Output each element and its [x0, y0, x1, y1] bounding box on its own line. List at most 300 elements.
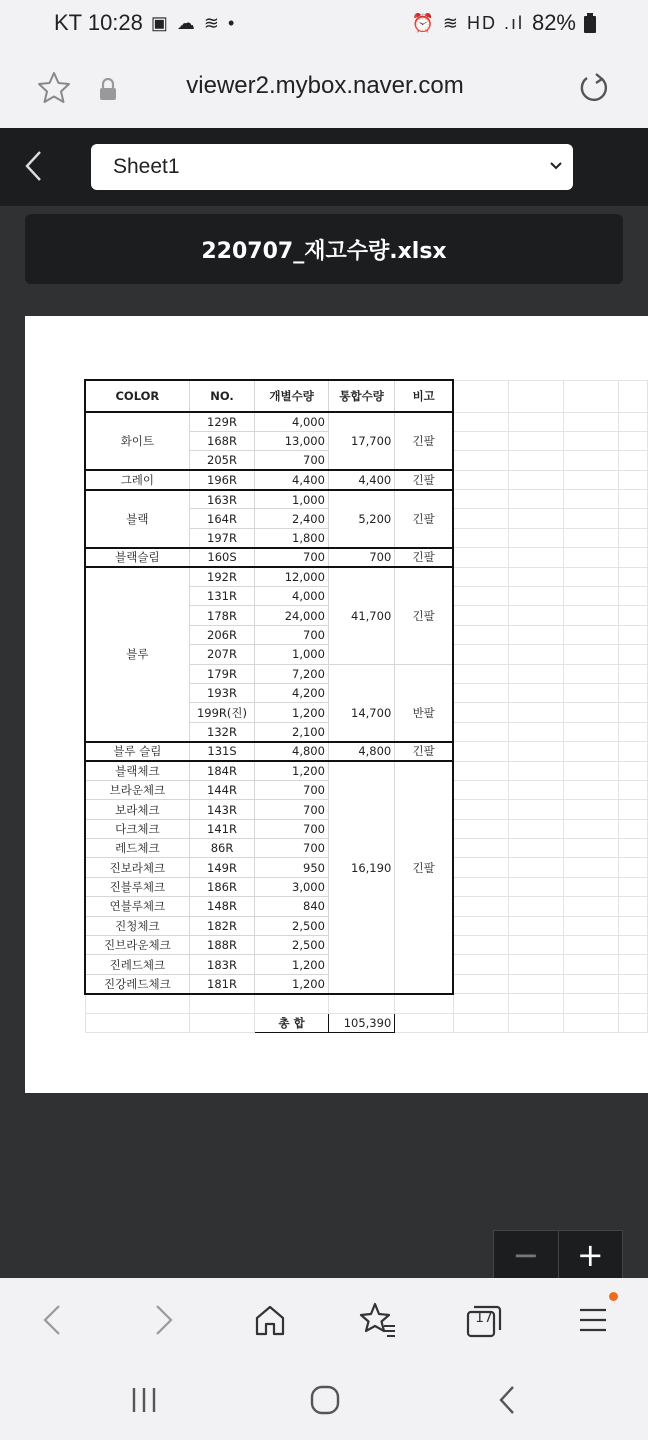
empty-cell[interactable]	[453, 819, 508, 838]
empty-cell[interactable]	[453, 897, 508, 916]
empty-cell[interactable]	[619, 412, 648, 431]
empty-cell[interactable]	[564, 800, 619, 819]
empty-cell[interactable]	[619, 431, 648, 450]
cell-no[interactable]: 163R	[189, 490, 255, 509]
cell-qty[interactable]: 24,000	[255, 606, 329, 625]
cell-note[interactable]	[395, 412, 453, 431]
cell-total[interactable]: 700	[328, 548, 394, 567]
cell-qty[interactable]: 1,200	[255, 955, 329, 974]
empty-cell[interactable]	[453, 431, 508, 450]
empty-cell[interactable]	[619, 451, 648, 470]
empty-cell[interactable]	[508, 800, 563, 819]
cell-note[interactable]	[395, 916, 453, 935]
empty-cell[interactable]	[619, 490, 648, 509]
cell-no[interactable]: 149R	[189, 858, 255, 877]
empty-cell[interactable]	[564, 431, 619, 450]
empty-cell[interactable]	[619, 703, 648, 722]
sum-value[interactable]: 105,390	[328, 1013, 394, 1032]
cell-no[interactable]: 206R	[189, 625, 255, 644]
cell-note[interactable]: 긴팔	[395, 509, 453, 528]
back-icon[interactable]	[33, 1300, 73, 1340]
empty-cell[interactable]	[508, 936, 563, 955]
cell-no[interactable]: 188R	[189, 936, 255, 955]
cell-qty[interactable]: 700	[255, 839, 329, 858]
cell-no[interactable]: 131R	[189, 587, 255, 606]
cell-color[interactable]	[85, 703, 189, 722]
empty-cell[interactable]	[508, 994, 563, 1013]
cell-color[interactable]: 블루 슬림	[85, 742, 189, 761]
empty-cell[interactable]	[619, 625, 648, 644]
empty-cell[interactable]	[508, 722, 563, 741]
empty-cell[interactable]	[564, 994, 619, 1013]
empty-cell[interactable]	[619, 761, 648, 780]
empty-cell[interactable]	[189, 1013, 255, 1032]
empty-cell[interactable]	[619, 742, 648, 761]
cell-total[interactable]	[328, 683, 394, 702]
cell-total[interactable]	[328, 451, 394, 470]
empty-cell[interactable]	[508, 625, 563, 644]
empty-cell[interactable]	[508, 877, 563, 896]
cell-qty[interactable]: 2,500	[255, 936, 329, 955]
empty-cell[interactable]	[508, 761, 563, 780]
empty-cell[interactable]	[619, 606, 648, 625]
empty-cell[interactable]	[453, 509, 508, 528]
cell-color[interactable]: 진보라체크	[85, 858, 189, 877]
empty-cell[interactable]	[564, 548, 619, 567]
cell-note[interactable]	[395, 897, 453, 916]
url-text[interactable]: viewer2.mybox.naver.com	[186, 72, 464, 99]
empty-cell[interactable]	[619, 470, 648, 489]
empty-cell[interactable]	[619, 916, 648, 935]
empty-cell[interactable]	[508, 780, 563, 799]
empty-cell[interactable]	[508, 645, 563, 664]
cell-total[interactable]	[328, 412, 394, 431]
empty-cell[interactable]	[564, 742, 619, 761]
cell-no[interactable]: 143R	[189, 800, 255, 819]
cell-note[interactable]: 긴팔	[395, 470, 453, 489]
cell-no[interactable]: 197R	[189, 528, 255, 547]
cell-color[interactable]: 블루	[85, 645, 189, 664]
recent-apps-icon[interactable]	[130, 1386, 160, 1414]
cell-color[interactable]: 진청체크	[85, 916, 189, 935]
cell-note[interactable]	[395, 839, 453, 858]
empty-cell[interactable]	[564, 897, 619, 916]
cell-note[interactable]	[395, 625, 453, 644]
empty-cell[interactable]	[85, 1013, 189, 1032]
cell-color[interactable]	[85, 683, 189, 702]
cell-qty[interactable]: 700	[255, 548, 329, 567]
empty-cell[interactable]	[453, 800, 508, 819]
empty-cell[interactable]	[453, 548, 508, 567]
bookmark-star-icon[interactable]	[36, 70, 72, 106]
cell-total[interactable]: 41,700	[328, 606, 394, 625]
empty-cell[interactable]	[508, 819, 563, 838]
empty-cell[interactable]	[508, 858, 563, 877]
cell-qty[interactable]: 12,000	[255, 567, 329, 586]
empty-cell[interactable]	[619, 380, 648, 412]
cell-no[interactable]: 168R	[189, 431, 255, 450]
cell-color[interactable]	[85, 722, 189, 741]
cell-no[interactable]: 207R	[189, 645, 255, 664]
cell-color[interactable]	[85, 587, 189, 606]
empty-cell[interactable]	[619, 858, 648, 877]
empty-cell[interactable]	[508, 567, 563, 586]
cell-note[interactable]	[395, 528, 453, 547]
cell-total[interactable]: 16,190	[328, 858, 394, 877]
empty-cell[interactable]	[564, 380, 619, 412]
cell-total[interactable]	[328, 936, 394, 955]
empty-cell[interactable]	[619, 839, 648, 858]
cell-note[interactable]	[395, 567, 453, 586]
cell-total[interactable]	[328, 625, 394, 644]
system-back-icon[interactable]	[496, 1384, 518, 1416]
cell-total[interactable]	[328, 974, 394, 993]
empty-cell[interactable]	[564, 587, 619, 606]
cell-color[interactable]	[85, 664, 189, 683]
empty-cell[interactable]	[453, 703, 508, 722]
cell-qty[interactable]: 700	[255, 625, 329, 644]
empty-cell[interactable]	[619, 528, 648, 547]
cell-total[interactable]: 5,200	[328, 509, 394, 528]
empty-cell[interactable]	[564, 451, 619, 470]
cell-qty[interactable]: 4,000	[255, 587, 329, 606]
cell-total[interactable]	[328, 490, 394, 509]
cell-color[interactable]: 화이트	[85, 431, 189, 450]
empty-cell[interactable]	[619, 587, 648, 606]
empty-cell[interactable]	[453, 858, 508, 877]
cell-note[interactable]	[395, 877, 453, 896]
cell-qty[interactable]: 3,000	[255, 877, 329, 896]
empty-cell[interactable]	[508, 606, 563, 625]
cell-qty[interactable]: 840	[255, 897, 329, 916]
cell-qty[interactable]: 2,500	[255, 916, 329, 935]
cell-total[interactable]	[328, 839, 394, 858]
cell-total[interactable]: 4,400	[328, 470, 394, 489]
empty-cell[interactable]	[619, 664, 648, 683]
empty-cell[interactable]	[508, 664, 563, 683]
empty-cell[interactable]	[453, 451, 508, 470]
empty-cell[interactable]	[508, 839, 563, 858]
cell-no[interactable]: 160S	[189, 548, 255, 567]
cell-color[interactable]: 진레드체크	[85, 955, 189, 974]
empty-cell[interactable]	[564, 839, 619, 858]
empty-cell[interactable]	[564, 858, 619, 877]
cell-no[interactable]: 178R	[189, 606, 255, 625]
cell-color[interactable]: 브라운체크	[85, 780, 189, 799]
empty-cell[interactable]	[453, 877, 508, 896]
empty-cell[interactable]	[619, 722, 648, 741]
cell-color[interactable]	[85, 567, 189, 586]
cell-total[interactable]	[328, 897, 394, 916]
empty-cell[interactable]	[508, 703, 563, 722]
sum-label[interactable]: 총 합	[255, 1013, 329, 1032]
cell-total[interactable]	[328, 664, 394, 683]
empty-cell[interactable]	[564, 974, 619, 993]
cell-note[interactable]: 긴팔	[395, 606, 453, 625]
empty-cell[interactable]	[619, 819, 648, 838]
empty-cell[interactable]	[453, 761, 508, 780]
empty-cell[interactable]	[564, 703, 619, 722]
cell-color[interactable]: 블랙	[85, 509, 189, 528]
cell-note[interactable]	[395, 974, 453, 993]
empty-cell[interactable]	[453, 528, 508, 547]
cell-color[interactable]	[85, 606, 189, 625]
home-button-icon[interactable]	[310, 1385, 340, 1415]
cell-color[interactable]: 진강레드체크	[85, 974, 189, 993]
empty-cell[interactable]	[564, 567, 619, 586]
cell-total[interactable]	[328, 528, 394, 547]
empty-cell[interactable]	[564, 645, 619, 664]
cell-note[interactable]: 긴팔	[395, 858, 453, 877]
empty-cell[interactable]	[453, 936, 508, 955]
cell-qty[interactable]: 1,000	[255, 490, 329, 509]
cell-qty[interactable]: 4,400	[255, 470, 329, 489]
cell-color[interactable]: 레드체크	[85, 839, 189, 858]
empty-cell[interactable]	[619, 974, 648, 993]
cell-qty[interactable]: 4,000	[255, 412, 329, 431]
zoom-in-button[interactable]: +	[576, 1236, 604, 1274]
cell-no[interactable]: 205R	[189, 451, 255, 470]
cell-no[interactable]: 86R	[189, 839, 255, 858]
cell-total[interactable]: 4,800	[328, 742, 394, 761]
cell-note[interactable]	[395, 722, 453, 741]
empty-cell[interactable]	[453, 916, 508, 935]
empty-cell[interactable]	[453, 567, 508, 586]
menu-icon[interactable]	[574, 1300, 614, 1340]
cell-note[interactable]	[395, 587, 453, 606]
empty-cell[interactable]	[564, 528, 619, 547]
empty-cell[interactable]	[453, 839, 508, 858]
empty-cell[interactable]	[619, 955, 648, 974]
empty-cell[interactable]	[508, 451, 563, 470]
cell-color[interactable]: 진블루체크	[85, 877, 189, 896]
empty-cell[interactable]	[564, 916, 619, 935]
cell-note[interactable]: 긴팔	[395, 742, 453, 761]
empty-cell[interactable]	[619, 1013, 648, 1032]
empty-cell[interactable]	[564, 877, 619, 896]
empty-cell[interactable]	[564, 412, 619, 431]
cell-no[interactable]: 164R	[189, 509, 255, 528]
cell-color[interactable]: 진브라운체크	[85, 936, 189, 955]
cell-total[interactable]: 14,700	[328, 703, 394, 722]
empty-cell[interactable]	[508, 683, 563, 702]
empty-cell[interactable]	[619, 994, 648, 1013]
empty-cell[interactable]	[564, 625, 619, 644]
cell-note[interactable]	[395, 683, 453, 702]
sheet-select[interactable]	[91, 144, 573, 190]
empty-cell[interactable]	[508, 955, 563, 974]
cell-note[interactable]: 긴팔	[395, 431, 453, 450]
empty-cell[interactable]	[619, 645, 648, 664]
cell-no[interactable]: 141R	[189, 819, 255, 838]
cell-color[interactable]: 그레이	[85, 470, 189, 489]
empty-cell[interactable]	[453, 683, 508, 702]
empty-cell[interactable]	[564, 819, 619, 838]
empty-cell[interactable]	[564, 722, 619, 741]
forward-icon[interactable]	[143, 1300, 183, 1340]
cell-total[interactable]	[328, 587, 394, 606]
cell-no[interactable]: 182R	[189, 916, 255, 935]
cell-color[interactable]: 연블루체크	[85, 897, 189, 916]
empty-cell[interactable]	[453, 955, 508, 974]
cell-qty[interactable]: 4,800	[255, 742, 329, 761]
empty-cell[interactable]	[564, 683, 619, 702]
cell-qty[interactable]: 1,200	[255, 703, 329, 722]
empty-cell[interactable]	[85, 994, 189, 1013]
empty-cell[interactable]	[508, 470, 563, 489]
empty-cell[interactable]	[508, 509, 563, 528]
empty-cell[interactable]	[564, 780, 619, 799]
cell-note[interactable]	[395, 936, 453, 955]
cell-color[interactable]	[85, 625, 189, 644]
cell-no[interactable]: 181R	[189, 974, 255, 993]
cell-color[interactable]: 다크체크	[85, 819, 189, 838]
zoom-out-button[interactable]: −	[494, 1231, 559, 1278]
cell-note[interactable]: 긴팔	[395, 548, 453, 567]
cell-qty[interactable]: 950	[255, 858, 329, 877]
cell-note[interactable]	[395, 761, 453, 780]
empty-cell[interactable]	[619, 800, 648, 819]
cell-qty[interactable]: 13,000	[255, 431, 329, 450]
empty-cell[interactable]	[508, 974, 563, 993]
empty-cell[interactable]	[508, 897, 563, 916]
cell-note[interactable]	[395, 800, 453, 819]
empty-cell[interactable]	[508, 431, 563, 450]
cell-qty[interactable]: 700	[255, 819, 329, 838]
cell-note[interactable]	[395, 451, 453, 470]
cell-no[interactable]: 184R	[189, 761, 255, 780]
cell-no[interactable]: 192R	[189, 567, 255, 586]
empty-cell[interactable]	[564, 606, 619, 625]
cell-total[interactable]	[328, 819, 394, 838]
cell-total[interactable]	[328, 800, 394, 819]
empty-cell[interactable]	[395, 1013, 453, 1032]
empty-cell[interactable]	[453, 664, 508, 683]
cell-total[interactable]: 17,700	[328, 431, 394, 450]
cell-note[interactable]	[395, 645, 453, 664]
cell-no[interactable]: 148R	[189, 897, 255, 916]
empty-cell[interactable]	[453, 974, 508, 993]
cell-color[interactable]: 블랙체크	[85, 761, 189, 780]
cell-no[interactable]: 132R	[189, 722, 255, 741]
cell-total[interactable]	[328, 955, 394, 974]
cell-no[interactable]: 183R	[189, 955, 255, 974]
cell-no[interactable]: 193R	[189, 683, 255, 702]
empty-cell[interactable]	[189, 994, 255, 1013]
empty-cell[interactable]	[508, 916, 563, 935]
cell-color[interactable]	[85, 451, 189, 470]
empty-cell[interactable]	[328, 994, 394, 1013]
empty-cell[interactable]	[619, 683, 648, 702]
empty-cell[interactable]	[619, 897, 648, 916]
empty-cell[interactable]	[453, 587, 508, 606]
cell-note[interactable]	[395, 490, 453, 509]
empty-cell[interactable]	[508, 412, 563, 431]
cell-note[interactable]	[395, 819, 453, 838]
cell-no[interactable]: 196R	[189, 470, 255, 489]
empty-cell[interactable]	[508, 587, 563, 606]
cell-no[interactable]: 179R	[189, 664, 255, 683]
empty-cell[interactable]	[508, 548, 563, 567]
empty-cell[interactable]	[564, 490, 619, 509]
cell-qty[interactable]: 2,400	[255, 509, 329, 528]
cell-note[interactable]: 반팔	[395, 703, 453, 722]
cell-color[interactable]: 블랙슬림	[85, 548, 189, 567]
cell-note[interactable]	[395, 955, 453, 974]
empty-cell[interactable]	[508, 742, 563, 761]
cell-qty[interactable]: 2,100	[255, 722, 329, 741]
empty-cell[interactable]	[453, 606, 508, 625]
cell-qty[interactable]: 1,800	[255, 528, 329, 547]
empty-cell[interactable]	[453, 722, 508, 741]
cell-color[interactable]	[85, 490, 189, 509]
cell-total[interactable]	[328, 722, 394, 741]
empty-cell[interactable]	[564, 761, 619, 780]
empty-cell[interactable]	[453, 1013, 508, 1032]
empty-cell[interactable]	[619, 509, 648, 528]
cell-no[interactable]: 129R	[189, 412, 255, 431]
empty-cell[interactable]	[453, 412, 508, 431]
empty-cell[interactable]	[453, 780, 508, 799]
empty-cell[interactable]	[453, 380, 508, 412]
empty-cell[interactable]	[564, 1013, 619, 1032]
empty-cell[interactable]	[255, 994, 329, 1013]
cell-total[interactable]	[328, 567, 394, 586]
cell-total[interactable]	[328, 916, 394, 935]
cell-color[interactable]	[85, 412, 189, 431]
cell-total[interactable]	[328, 780, 394, 799]
empty-cell[interactable]	[453, 994, 508, 1013]
cell-color[interactable]: 보라체크	[85, 800, 189, 819]
empty-cell[interactable]	[619, 567, 648, 586]
empty-cell[interactable]	[508, 490, 563, 509]
empty-cell[interactable]	[564, 955, 619, 974]
empty-cell[interactable]	[619, 548, 648, 567]
empty-cell[interactable]	[619, 877, 648, 896]
cell-qty[interactable]: 700	[255, 780, 329, 799]
cell-qty[interactable]: 4,200	[255, 683, 329, 702]
reload-icon[interactable]	[576, 70, 612, 106]
cell-qty[interactable]: 7,200	[255, 664, 329, 683]
empty-cell[interactable]	[619, 780, 648, 799]
empty-cell[interactable]	[453, 470, 508, 489]
empty-cell[interactable]	[453, 490, 508, 509]
cell-note[interactable]	[395, 780, 453, 799]
cell-no[interactable]: 199R(진)	[189, 703, 255, 722]
cell-note[interactable]	[395, 664, 453, 683]
empty-cell[interactable]	[619, 936, 648, 955]
empty-cell[interactable]	[453, 625, 508, 644]
home-icon[interactable]	[250, 1300, 290, 1340]
cell-qty[interactable]: 1,200	[255, 974, 329, 993]
cell-color[interactable]	[85, 528, 189, 547]
cell-no[interactable]: 144R	[189, 780, 255, 799]
cell-qty[interactable]: 1,200	[255, 761, 329, 780]
empty-cell[interactable]	[453, 742, 508, 761]
empty-cell[interactable]	[453, 645, 508, 664]
empty-cell[interactable]	[508, 528, 563, 547]
back-chevron-icon[interactable]	[22, 148, 46, 184]
empty-cell[interactable]	[564, 509, 619, 528]
cell-qty[interactable]: 1,000	[255, 645, 329, 664]
empty-cell[interactable]	[395, 994, 453, 1013]
cell-total[interactable]	[328, 877, 394, 896]
bookmarks-icon[interactable]	[358, 1300, 398, 1340]
cell-no[interactable]: 131S	[189, 742, 255, 761]
empty-cell[interactable]	[508, 1013, 563, 1032]
cell-total[interactable]	[328, 761, 394, 780]
cell-no[interactable]: 186R	[189, 877, 255, 896]
